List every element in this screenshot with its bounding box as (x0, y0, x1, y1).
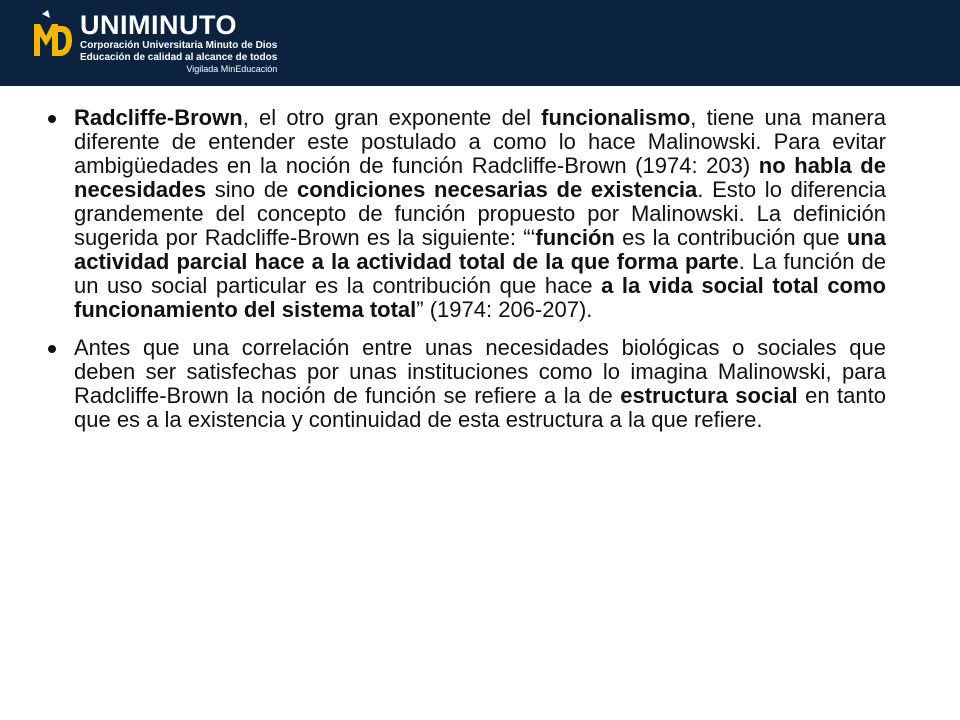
tagline-vigilada: Vigilada MinEducación (186, 64, 278, 74)
body-text: , el otro gran exponente del (242, 105, 542, 130)
body-text: es la contribución que (614, 225, 847, 250)
body-text: ” (1974: 206-207). (416, 297, 593, 322)
body-text: en tanto que es a la existencia y continuidad de esta estructura a la que refiere. (74, 383, 886, 432)
bold-text: funcionalismo (541, 105, 691, 130)
tagline-motto: Educación de calidad al alcance de todos (80, 52, 278, 63)
brand-name: UNIMINUTO (80, 10, 237, 40)
bold-text: Radcliffe-Brown (74, 105, 243, 130)
bullet-dot-icon (48, 115, 56, 123)
bullet-item (48, 106, 886, 322)
body-text: Antes que una correlación entre unas necesidades biológicas o sociales que deben ser satisfechas por unas instituciones como lo imagina Malinowski, para Radcliffe-Brown la noción de función se refiere a la de (74, 335, 886, 408)
bold-text: estructura social (620, 383, 798, 408)
body-text: sino de (206, 177, 297, 202)
bullet-list (48, 106, 886, 432)
bullet-item (48, 336, 886, 432)
bold-text: una actividad parcial hace a la actividad total de la que forma parte (74, 225, 886, 274)
bold-text: condiciones necesarias de existencia (297, 177, 698, 202)
body-text: . La función de un uso social particular es la contribución que hace (74, 249, 886, 298)
logo-text (80, 10, 277, 74)
bold-text: no habla de necesidades (74, 153, 886, 202)
bold-text: función (535, 225, 615, 250)
tagline-institution: Corporación Universitaria Minuto de Dios (80, 40, 278, 51)
body-text: , tiene una manera diferente de entender este postulado a como lo hace Malinowski. Para evitar ambigüedades en la noción de función Radcliffe-Brown (1974: 203) (74, 105, 886, 178)
logo (30, 10, 278, 74)
slide-content (48, 106, 886, 446)
uniminuto-md-logo-icon (30, 10, 74, 64)
body-text: . Esto lo diferencia grandemente del concepto de función propuesto por Malinowski. La definición sugerida por Radcliffe-Brown es la siguiente: “‘ (74, 177, 887, 250)
bullet-dot-icon (48, 345, 56, 353)
bold-text: a la vida social total como funcionamiento del sistema total (74, 273, 886, 322)
header-bar (0, 0, 960, 86)
